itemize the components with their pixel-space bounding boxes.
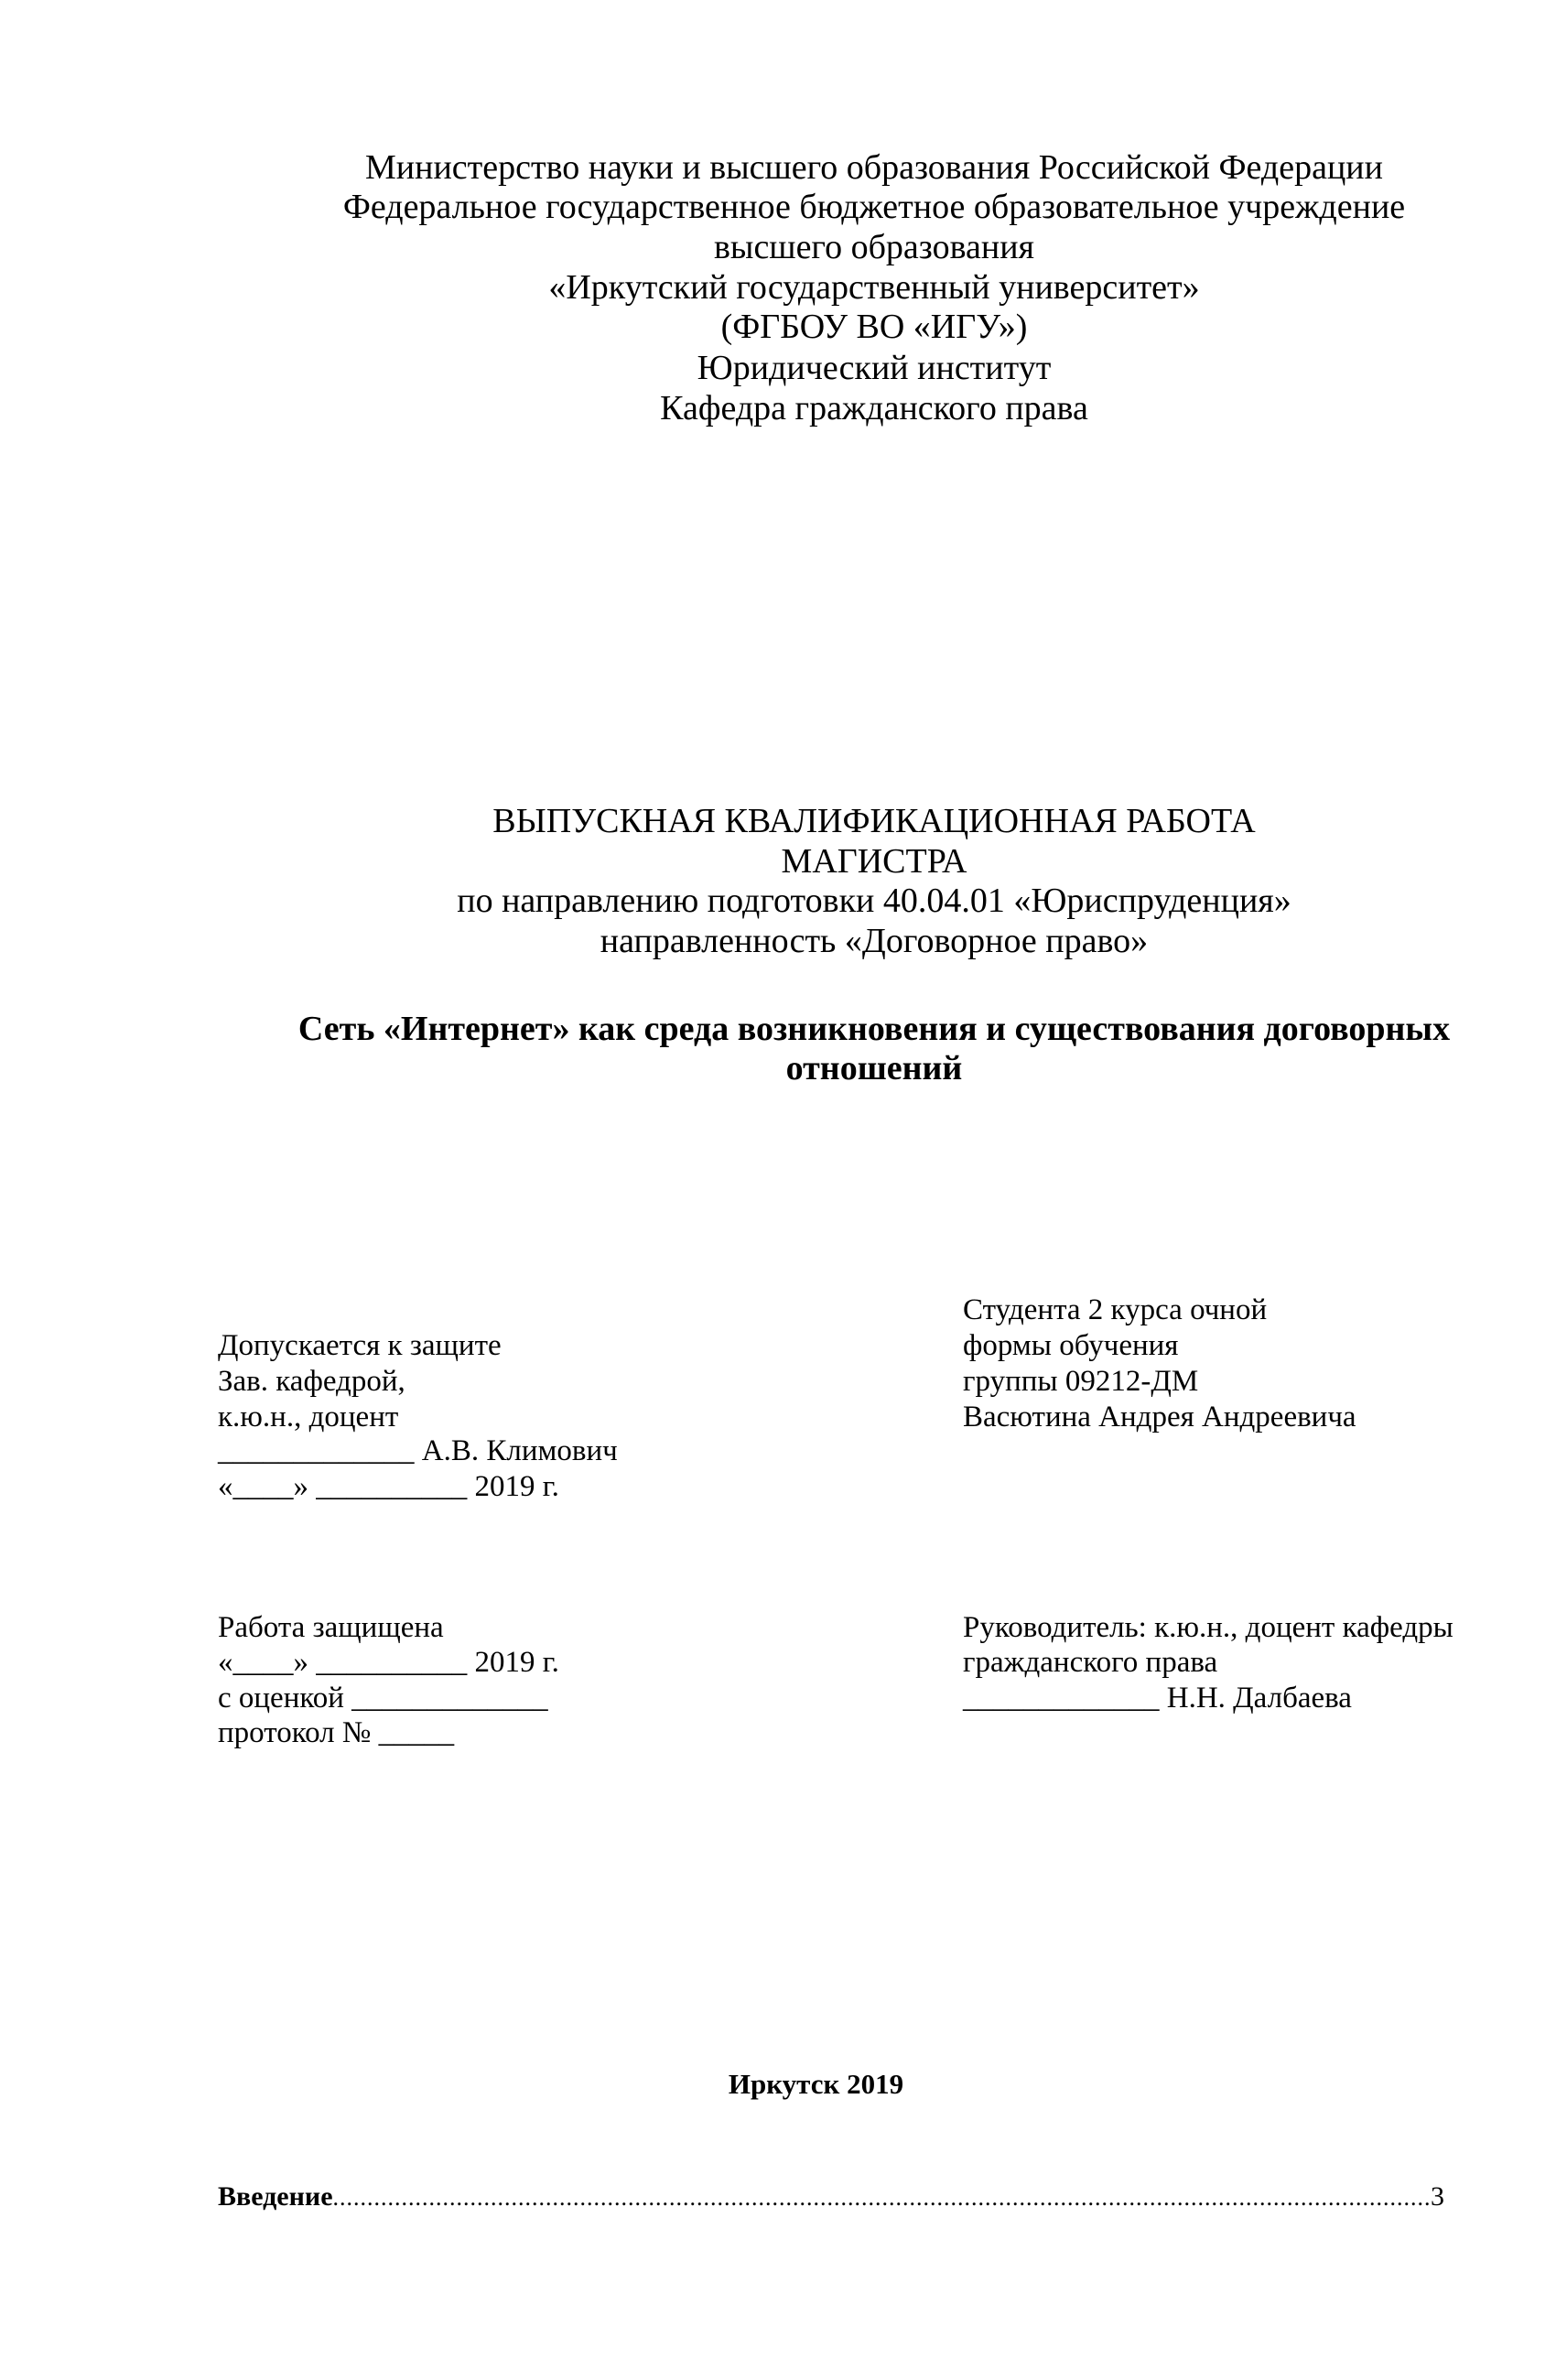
admission-signature: _____________ А.В. Климович <box>218 1434 618 1467</box>
department-line: Кафедра гражданского права <box>660 389 1088 427</box>
city-year: Иркутск 2019 <box>728 2068 904 2100</box>
work-type-line-1: ВЫПУСКНАЯ КВАЛИФИКАЦИОННАЯ РАБОТА <box>492 802 1256 840</box>
education-level-line: высшего образования <box>713 228 1035 266</box>
topic-line-1: Сеть «Интернет» как среда возникновения и существования договорных <box>297 1010 1451 1048</box>
topic-line-2: отношений <box>785 1049 963 1087</box>
toc-leader-dots <box>333 2184 1431 2212</box>
admission-line-2: Зав. кафедрой, <box>218 1365 405 1398</box>
admission-line-3: к.ю.н., доцент <box>218 1401 399 1433</box>
defense-line-1: Работа защищена <box>218 1611 444 1644</box>
abbreviation-line: (ФГБОУ ВО «ИГУ») <box>720 308 1028 346</box>
supervisor-signature: _____________ Н.Н. Далбаева <box>963 1682 1352 1715</box>
toc-entry-label: Введение <box>218 2181 333 2212</box>
student-line-1: Студента 2 курса очной <box>963 1293 1268 1326</box>
focus-line: направленность «Договорное право» <box>600 922 1149 960</box>
supervisor-line-1: Руководитель: к.ю.н., доцент кафедры <box>963 1611 1453 1644</box>
admission-date: «____» __________ 2019 г. <box>218 1470 559 1503</box>
student-line-4: Васютина Андрея Андреевича <box>963 1401 1356 1433</box>
student-line-2: формы обучения <box>963 1329 1179 1362</box>
ministry-line: Министерство науки и высшего образования Российской Федерации <box>365 148 1383 187</box>
student-line-3: группы 09212-ДМ <box>963 1365 1199 1398</box>
defense-protocol: протокол № _____ <box>218 1716 455 1749</box>
institute-line: Юридический институт <box>697 349 1052 387</box>
supervisor-line-2: гражданского права <box>963 1646 1218 1679</box>
institution-type-line: Федеральное государственное бюджетное образовательное учреждение <box>342 188 1406 226</box>
toc-entry[interactable] <box>218 2181 1444 2212</box>
toc-entry-page: 3 <box>1431 2181 1444 2212</box>
admission-line-1: Допускается к защите <box>218 1329 502 1362</box>
university-line: «Иркутский государственный университет» <box>548 268 1200 307</box>
defense-date: «____» __________ 2019 г. <box>218 1646 559 1679</box>
defense-grade: с оценкой _____________ <box>218 1682 548 1715</box>
work-type-line-2: МАГИСТРА <box>781 842 967 881</box>
direction-line: по направлению подготовки 40.04.01 «Юриспруденция» <box>457 882 1291 920</box>
